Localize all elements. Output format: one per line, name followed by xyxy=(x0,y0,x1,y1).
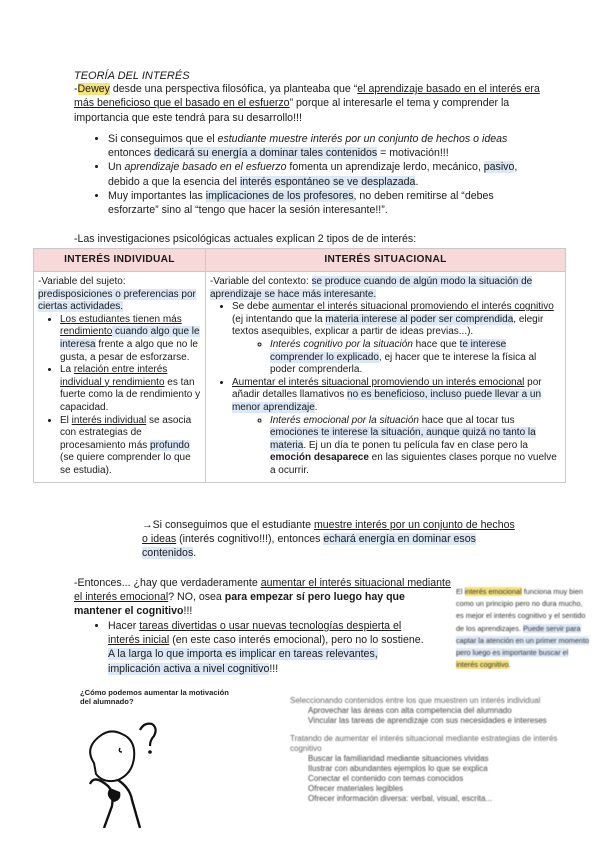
list-item: • El interés individual se asocia con estrategias de procesamiento más profundo (se quiere comprender lo que se estudia). xyxy=(60,415,201,478)
side-note: El interés emocional funciona muy bien como un principio pero no dura mucho, es mejor el interés cognitivo y el sentido de los aprendizajes. Puede servir para captar la atención en un primer momento pero luego es importante buscar el interés cognitivo. xyxy=(456,587,590,670)
cell-situacional: -Variable del contexto: se produce cuando de algún modo la situación de aprendizaje se hace más interesante. • Se debe aumentar el interés situacional promoviendo el interés cognitivo (ej intentando que la materia interese al poder ser comprendida, elegir textos asequibles, explicar a partir de ideas previas...). ◦ Interés cognitivo por la situación hace que te interese comprender lo explicado, ej hacer que te interese la física al poder comprenderla. • Aumentar el interés situacional promoviendo un interés emocional por añadir detalles llamativos no es beneficioso, incluso puede llevar a un menor aprendizaje. ◦ Interés emocional por la situación hace que al tocar tus emociones te interese la situación, aunque quizá no tanto la materia. Ej un día te ponen tu película fav en clase pero la emoción desaparece en las siguientes clases porque no vuelve a ocurrir. xyxy=(205,272,565,483)
list-item: Ilustrar con abundantes ejemplos lo que se explica xyxy=(308,764,488,773)
figure-question: ¿Cómo podemos aumentar la motivación del alumnado? xyxy=(80,688,229,706)
header-situacional: INTERÉS SITUACIONAL xyxy=(205,249,565,272)
list-item: Conectar el contenido con temas conocidos xyxy=(308,774,464,783)
list-item: Aprovechar las áreas con alta competencia del alumnado xyxy=(308,706,512,715)
list-item: • Si conseguimos que el estudiante muestre interés por un conjunto de hechos o ideas entonces dedicará su energía a dominar tales contenidos = motivación!!! xyxy=(108,132,530,160)
list-item: Ofrecer información diversa: verbal, visual, escrita... xyxy=(308,794,493,803)
entonces-paragraph: -Entonces... ¿hay que verdaderamente aumentar el interés situacional mediante el interés emocional? NO, osea para empezar sí pero luego hay que mantener el cognitivo!!! xyxy=(74,577,451,618)
bullet-list-2 xyxy=(90,619,430,676)
bullet-list-1 xyxy=(90,132,530,217)
list-item: • Aumentar el interés situacional promoviendo un interés emocional por añadir detalles llamativos no es beneficioso, incluso puede llevar a un menor aprendizaje. ◦ Interés emocional por la situación hace que al tocar tus emociones te interese la situación, aunque quizá no tanto la materia. Ej un día te ponen tu película fav en clase pero la emoción desaparece en las siguientes clases porque no vuelve a ocurrir. xyxy=(232,377,561,478)
list-item: ◦ Interés emocional por la situación hace que al tocar tus emociones te interese la situación, aunque quizá no tanto la materia. Ej un día te ponen tu película fav en clase pero la emoción desaparece en las siguientes clases porque no vuelve a ocurrir. xyxy=(270,415,561,478)
list-item: Seleccionando contenidos entre los que muestren un interés individual xyxy=(290,696,541,705)
list-item: • La relación entre interés individual y rendimiento es tan fuerte como la de rendimiento y capacidad. xyxy=(60,364,201,414)
list-item: • Muy importantes las implicaciones de los profesores, no deben remitirse al “debes esforzarte” sino al “tengo que hacer la sesión interesante!!”. xyxy=(108,189,530,217)
list-item: Tratando de aumentar el interés situacional mediante estrategias de interés cognitivo xyxy=(290,734,558,753)
mind-map xyxy=(290,696,580,804)
cell-individual: -Variable del sujeto: predisposiciones o preferencias por ciertas actividades. • Los estudiantes tienen más rendimiento cuando algo que le interesa frente a algo que no le gusta, a pesar de esforzarse. • La relación entre interés individual y rendimiento es tan fuerte como la de rendimiento y capacidad. • El interés individual se asocia con estrategias de procesamiento más profundo (se quiere comprender lo que se estudia). xyxy=(34,272,206,483)
list-item: • Un aprendizaje basado en el esfuerzo fomenta un aprendizaje lerdo, mecánico, pasivo, debido a que la esencia del interés espontáneo se ve desplazada. xyxy=(108,160,530,188)
list-item: Vincular las tareas de aprendizaje con sus necesidades e intereses xyxy=(308,716,547,725)
after-table-paragraph: →Si conseguimos que el estudiante muestre interés por un conjunto de hechos o ideas (interés cognitivo!!!), entonces echará energía en dominar esos contenidos. xyxy=(142,519,515,560)
author-name: Dewey xyxy=(77,83,110,95)
header-individual: INTERÉS INDIVIDUAL xyxy=(34,249,206,272)
investigaciones-text: -Las investigaciones psicológicas actuales explican 2 tipos de de interés: xyxy=(74,233,417,245)
list-item: • Hacer tareas divertidas o usar nuevas tecnologías despierta el interés inicial (en este caso interés emocional), pero no lo sostiene. A la larga lo que importa es implicar en tareas relevantes, implicación activa a nivel cognitivo!!! xyxy=(108,619,430,676)
interest-table xyxy=(33,248,566,483)
page-title: TEORÍA DEL INTERÉS xyxy=(74,70,190,82)
intro-paragraph: -Dewey desde una perspectiva filosófica, ya planteaba que “el aprendizaje basado en el interés era más beneficioso que el basado en el esfuerzo” porque al interesarle el tema y comprender la importancia que este tendrá para su desarrollo!!! xyxy=(74,83,540,124)
thinking-person-illustration xyxy=(74,688,244,828)
list-item: • Se debe aumentar el interés situacional promoviendo el interés cognitivo (ej intentando que la materia interese al poder ser comprendida, elegir textos asequibles, explicar a partir de ideas previas...). ◦ Interés cognitivo por la situación hace que te interese comprender lo explicado, ej hacer que te interese la física al poder comprenderla. xyxy=(232,301,561,377)
list-item: • Los estudiantes tienen más rendimiento cuando algo que le interesa frente a algo que no le gusta, a pesar de esforzarse. xyxy=(60,314,201,364)
list-item: Ofrecer materiales legibles xyxy=(308,784,404,793)
list-item: Buscar la familiaridad mediante situaciones vividas xyxy=(308,754,489,763)
list-item: ◦ Interés cognitivo por la situación hace que te interese comprender lo explicado, ej hacer que te interese la física al poder comprenderla. xyxy=(270,339,561,377)
